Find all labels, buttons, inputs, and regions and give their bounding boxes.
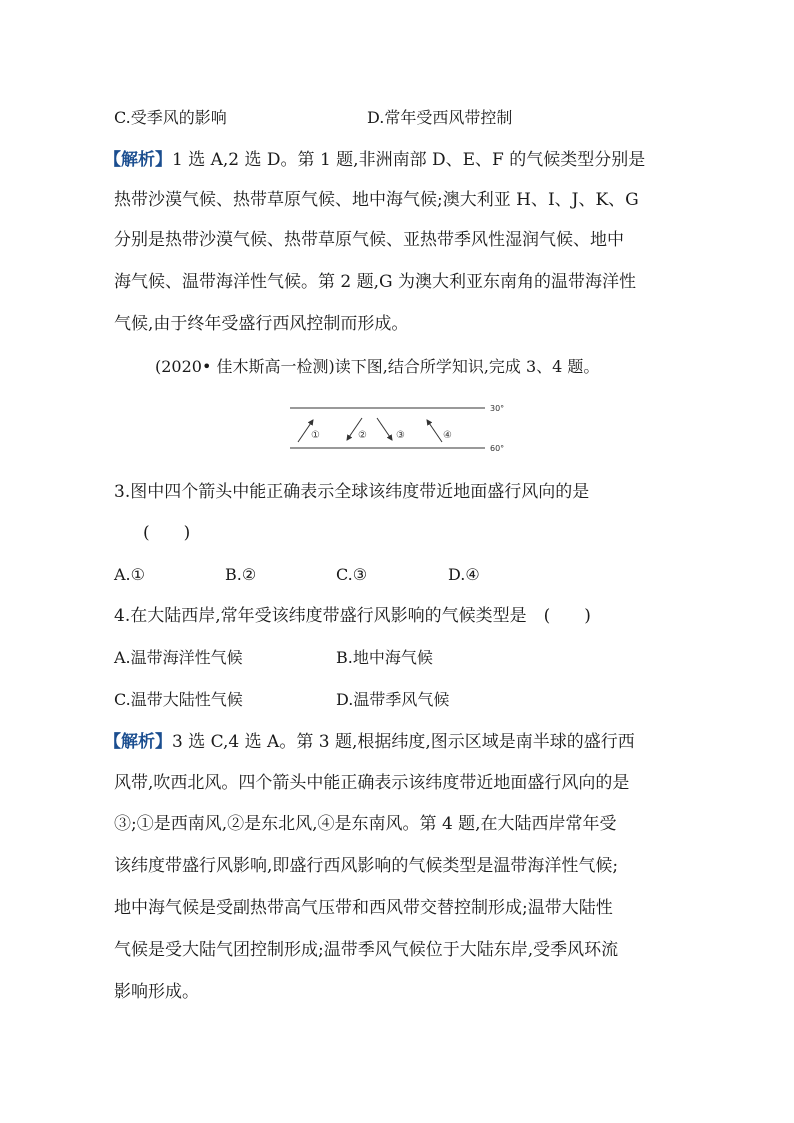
q4-option-c: C.温带大陆性气候 <box>114 690 243 709</box>
option-d-prev: D.常年受西风带控制 <box>367 108 513 127</box>
q4-option-a: A.温带海洋性气候 <box>114 648 243 667</box>
analysis-tag: 【解析】 <box>104 150 172 170</box>
arrow-label-3: ③ <box>396 430 405 441</box>
analysis2-line-2: 风带,吹西北风。四个箭头中能正确表示该纬度带近地面盛行风向的是 <box>114 773 630 793</box>
analysis2-line-3: ③;①是西南风,②是东北风,④是东南风。第 4 题,在大陆西岸常年受 <box>114 814 617 834</box>
analysis1-line-1: 【解析】1 选 A,2 选 D。第 1 题,非洲南部 D、E、F 的气候类型分别是 <box>104 150 646 170</box>
arrow-label-4: ④ <box>443 430 452 441</box>
q3-option-b: B.② <box>225 565 257 584</box>
lat-label-30: 30° <box>490 404 505 413</box>
q3-option-d: D.④ <box>448 565 480 584</box>
analysis1-line-2: 热带沙漠气候、热带草原气候、地中海气候;澳大利亚 H、I、J、K、G <box>114 190 639 210</box>
arrow-4 <box>427 420 442 442</box>
q3-paren: ( ) <box>143 523 191 543</box>
arrow-3 <box>377 418 392 440</box>
q4-stem: 4.在大陆西岸,常年受该纬度带盛行风影响的气候类型是 ( ) <box>114 606 591 626</box>
q3-option-c: C.③ <box>336 565 368 584</box>
analysis1-line-5: 气候,由于终年受盛行西风控制而形成。 <box>114 314 409 334</box>
figure-intro: (2020• 佳木斯高一检测)读下图,结合所学知识,完成 3、4 题。 <box>155 357 600 376</box>
q4-option-d: D.温带季风气候 <box>336 690 450 709</box>
arrow-label-2: ② <box>358 430 367 441</box>
analysis2-line-6: 气候是受大陆气团控制形成;温带季风气候位于大陆东岸,受季风环流 <box>114 940 619 960</box>
analysis2-line-1: 【解析】3 选 C,4 选 A。第 3 题,根据纬度,图示区域是南半球的盛行西 <box>104 732 635 752</box>
option-c-prev: C.受季风的影响 <box>114 108 227 127</box>
arrow-label-1: ① <box>311 430 320 441</box>
lat-label-60: 60° <box>490 444 505 453</box>
analysis1-line-3: 分别是热带沙漠气候、热带草原气候、亚热带季风性湿润气候、地中 <box>114 230 624 250</box>
wind-belt-figure <box>285 398 515 460</box>
q4-option-b: B.地中海气候 <box>336 648 433 667</box>
analysis2-line-4: 该纬度带盛行风影响,即盛行西风影响的气候类型是温带海洋性气候; <box>114 856 619 876</box>
analysis2-line-5: 地中海气候是受副热带高气压带和西风带交替控制形成;温带大陆性 <box>114 898 613 918</box>
analysis2-line-7: 影响形成。 <box>114 982 199 1002</box>
q3-option-a: A.① <box>114 565 145 584</box>
analysis1-line-4: 海气候、温带海洋性气候。第 2 题,G 为澳大利亚东南角的温带海洋性 <box>114 272 637 292</box>
q3-stem: 3.图中四个箭头中能正确表示全球该纬度带近地面盛行风向的是 <box>114 482 590 502</box>
analysis-tag: 【解析】 <box>104 732 172 752</box>
